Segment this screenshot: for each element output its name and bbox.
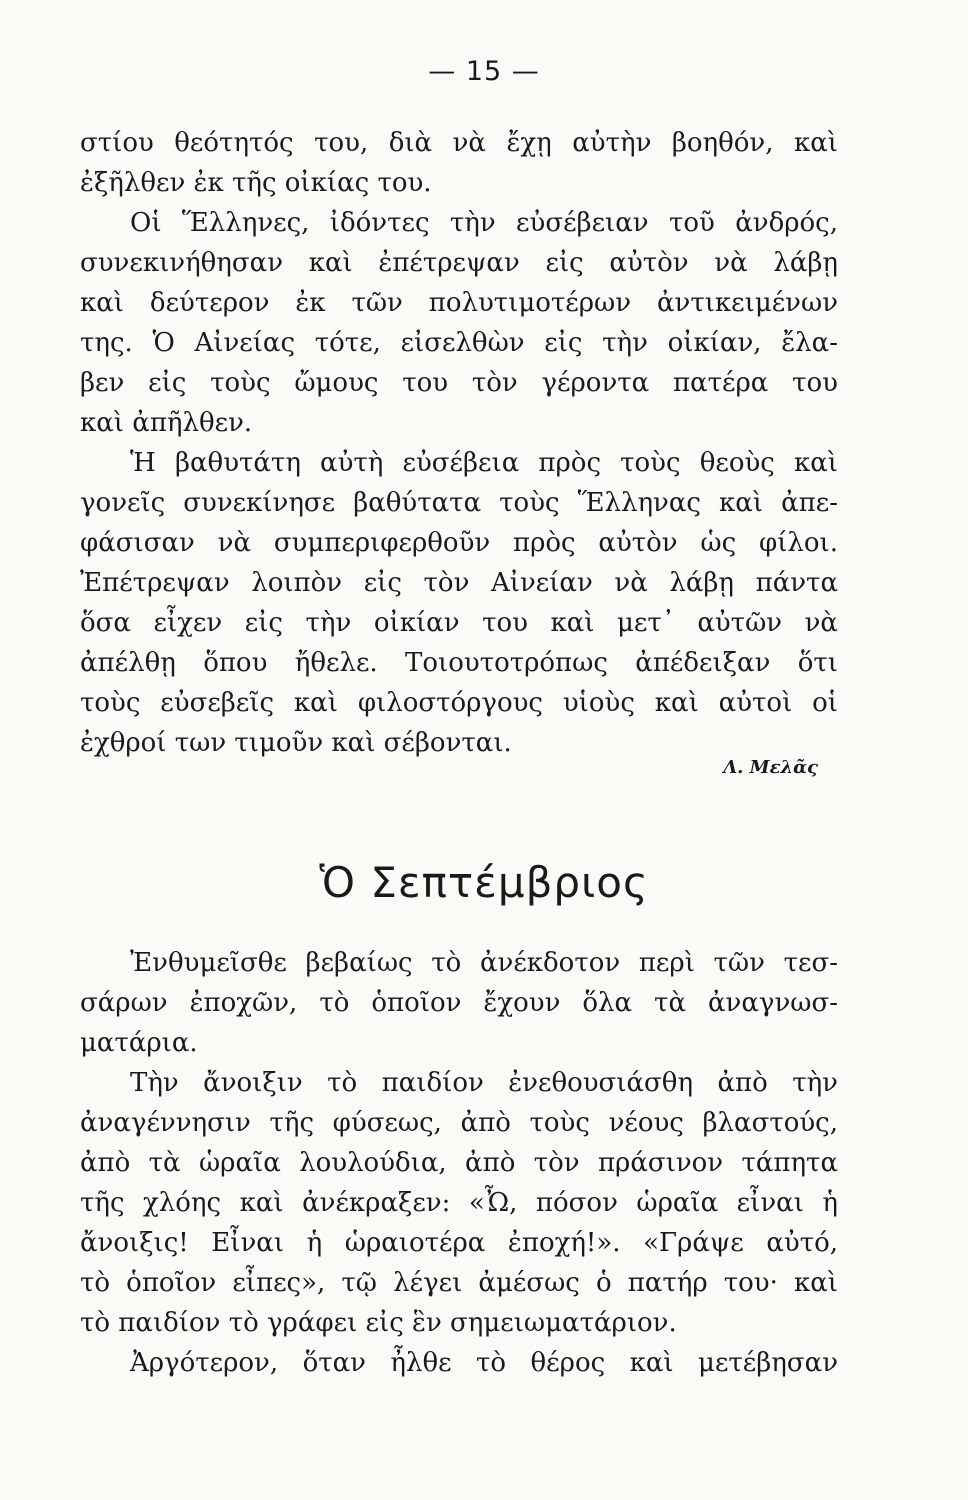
- text-line: Οἱ Ἕλληνες, ἰδόντες τὴν εὐσέβειαν τοῦ ἀνδρός,: [130, 208, 838, 238]
- text-line: ἀναγέννησιν τῆς φύσεως, ἀπὸ τοὺς νέους βλαστούς,: [80, 1108, 838, 1138]
- text-line: Ἡ βαθυτάτη αὐτὴ εὐσέβεια πρὸς τοὺς θεοὺς καὶ: [130, 448, 838, 478]
- text-line: ἐξῆλθεν ἐκ τῆς οἰκίας του.: [80, 168, 432, 198]
- text-line: της. Ὁ Αἰνείας τότε, εἰσελθὼν εἰς τὴν οἰκίαν, ἔλα-: [80, 328, 838, 358]
- section-title: Ὁ Σεπτέμβριος: [319, 858, 649, 907]
- text-line: συνεκινήθησαν καὶ ἐπέτρεψαν εἰς αὐτὸν νὰ λάβῃ: [80, 248, 838, 278]
- author-signature: Λ. Μελᾶς: [723, 757, 818, 778]
- text-line: ἄνοιξις! Εἶναι ἡ ὡραιοτέρα ἐποχή!». «Γράψε αὐτό,: [80, 1228, 838, 1258]
- text-line: τῆς χλόης καὶ ἀνέκραξεν: «Ὦ, πόσον ὡραῖα εἶναι ἡ: [80, 1188, 838, 1218]
- text-line: σάρων ἐποχῶν, τὸ ὁποῖον ἔχουν ὅλα τὰ ἀναγνωσ-: [80, 988, 838, 1018]
- text-line: ὅσα εἶχεν εἰς τὴν οἰκίαν του καὶ μετ᾿ αὐτῶν νὰ: [80, 608, 838, 638]
- text-line: τοὺς εὐσεβεῖς καὶ φιλοστόργους υἱοὺς καὶ αὐτοὶ οἱ: [80, 688, 838, 718]
- text-line: φάσισαν νὰ συμπεριφερθοῦν πρὸς αὐτὸν ὡς φίλοι.: [80, 528, 838, 558]
- text-line: Τὴν ἄνοιξιν τὸ παιδίον ἐνεθουσιάσθη ἀπὸ τὴν: [130, 1068, 838, 1098]
- text-line: τὸ ὁποῖον εἶπες», τῷ λέγει ἀμέσως ὁ πατήρ του· καὶ: [80, 1268, 838, 1298]
- text-line: ματάρια.: [80, 1028, 198, 1058]
- text-line: Ἐπέτρεψαν λοιπὸν εἰς τὸν Αἰνείαν νὰ λάβῃ πάντα: [80, 568, 838, 598]
- text-line: ἀπέλθῃ ὅπου ἤθελε. Τοιουτοτρόπως ἀπέδειξαν ὅτι: [80, 648, 838, 678]
- text-line: ἀπὸ τὰ ὡραῖα λουλούδια, ἀπὸ τὸν πράσινον τάπητα: [80, 1148, 838, 1178]
- text-line: ἐχθροί των τιμοῦν καὶ σέβονται.: [80, 728, 512, 758]
- text-line: γονεῖς συνεκίνησε βαθύτατα τοὺς Ἕλληνας καὶ ἀπε-: [80, 488, 838, 518]
- text-line: Ἐνθυμεῖσθε βεβαίως τὸ ἀνέκδοτον περὶ τῶν τεσ-: [130, 948, 838, 978]
- text-line: στίου θεότητός του, διὰ νὰ ἔχῃ αὐτὴν βοηθόν, καὶ: [80, 128, 838, 158]
- text-line: βεν εἰς τοὺς ὤμους του τὸν γέροντα πατέρα του: [80, 368, 838, 398]
- page-number: — 15 —: [428, 56, 540, 87]
- text-line: καὶ ἀπῆλθεν.: [80, 408, 253, 438]
- text-line: τὸ παιδίον τὸ γράφει εἰς ἓν σημειωματάριον.: [80, 1308, 677, 1338]
- text-line: Ἀργότερον, ὅταν ἦλθε τὸ θέρος καὶ μετέβησαν: [130, 1348, 838, 1378]
- text-line: καὶ δεύτερον ἐκ τῶν πολυτιμοτέρων ἀντικειμένων: [80, 288, 838, 318]
